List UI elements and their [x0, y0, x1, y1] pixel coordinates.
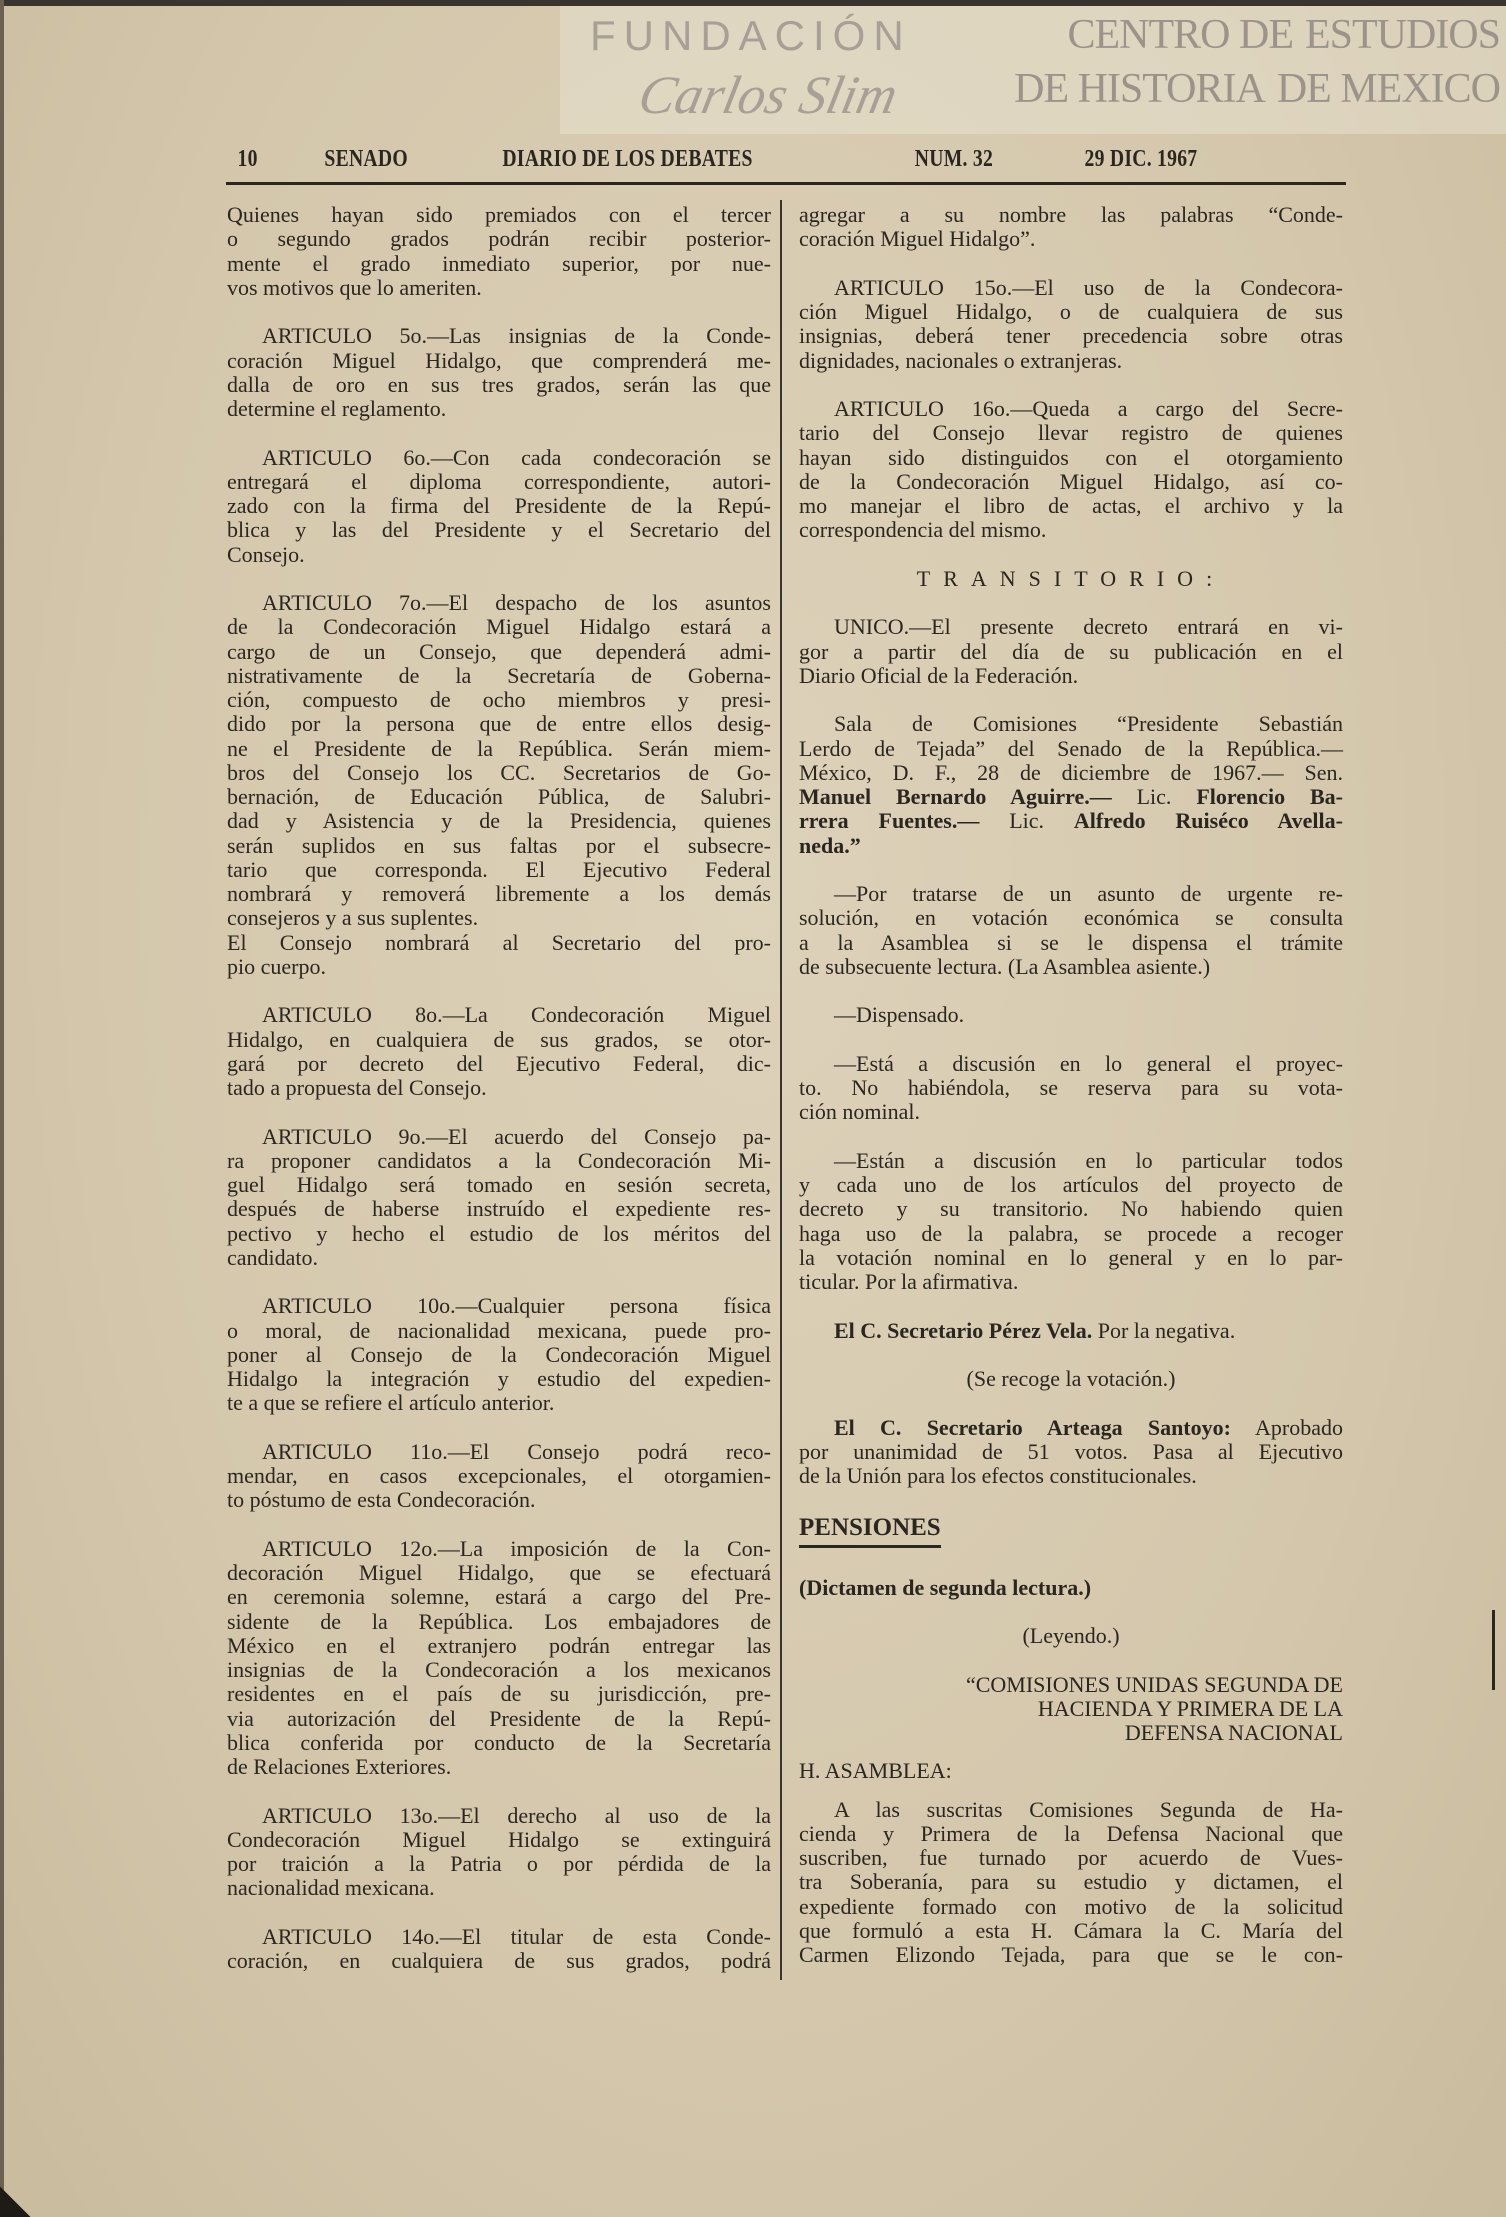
- paragraph: [227, 1925, 771, 1974]
- text-line: de subsecuente lectura. (La Asamblea asiente.): [799, 953, 1211, 979]
- text-line: (Se recoge la votación.): [966, 1366, 1176, 1391]
- text-run: Por la negativa.: [1092, 1317, 1236, 1343]
- text-line: Hidalgo, en cualquiera de sus grados, se otor-: [227, 1026, 771, 1052]
- text-line: nacionalidad mexicana.: [227, 1875, 435, 1901]
- text-line: o moral, de nacionalidad mexicana, puede pro-: [227, 1317, 771, 1343]
- text-line: agregar a su nombre las palabras “Conde-: [799, 202, 1343, 227]
- text-line: de la Unión para los efectos constitucionales.: [799, 1463, 1197, 1488]
- text-line: DEFENSA NACIONAL: [1124, 1720, 1343, 1745]
- text-line: la votación nominal en lo general y en lo par-: [799, 1244, 1343, 1270]
- text-line: dido por la persona que de entre ellos desig-: [227, 711, 771, 737]
- text-line: El Consejo nombrará al Secretario del pro-: [227, 929, 771, 955]
- text-line: cienda y Primera de la Defensa Nacional que: [799, 1820, 1343, 1846]
- watermark-line: DE HISTORIA: [1014, 66, 1265, 112]
- paragraph: [799, 1319, 1343, 1343]
- text-line: sidente de la República. Los embajadores de: [227, 1608, 771, 1634]
- text-run: Aprobado: [1230, 1414, 1343, 1440]
- text-line: poner al Consejo de la Condecoración Miguel: [227, 1341, 771, 1367]
- text-line: bros del Consejo los CC. Secretarios de Go-: [227, 759, 771, 785]
- text-line: de la Condecoración Miguel Hidalgo, así co-: [799, 468, 1343, 494]
- paragraph: [227, 931, 771, 980]
- text-line: ARTICULO 12o.—La imposición de la Con-: [262, 1535, 771, 1561]
- text-line: gará por decreto del Ejecutivo Federal, dic-: [227, 1050, 771, 1076]
- text-line: [799, 1576, 1343, 1600]
- bold-name: Florencio Ba-: [1196, 784, 1343, 809]
- paragraph: [227, 1537, 771, 1780]
- text-line: nistrativamente de la Secretaría de Goberna-: [227, 662, 771, 688]
- text-line: ARTICULO 10o.—Cualquier persona física: [262, 1293, 771, 1319]
- text-line: ticular. Por la afirmativa.: [799, 1269, 1019, 1294]
- left-column: [227, 203, 771, 1998]
- text-line: ARTICULO 9o.—El acuerdo del Consejo pa-: [262, 1123, 771, 1149]
- text-line: dalla de oro en sus tres grados, serán las que: [227, 371, 771, 397]
- text-line: coración, en cualquiera de sus grados, podrá: [227, 1948, 771, 1973]
- chamber-name: SENADO: [324, 146, 408, 172]
- paragraph: [799, 203, 1343, 252]
- text-line: TRANSITORIO:: [916, 565, 1226, 591]
- text-line: blica conferida por conducto de la Secretaría: [227, 1729, 771, 1755]
- text-line: —Está a discusión en lo general el proyec-: [834, 1050, 1343, 1076]
- text-line: Carmen Elizondo Tejada, para que se le con-: [799, 1942, 1343, 1967]
- bold-name: El C. Secretario Pérez Vela.: [834, 1317, 1093, 1343]
- paragraph: [227, 1440, 771, 1513]
- text-line: to. No habiéndola, se reserva para su vota-: [799, 1075, 1343, 1100]
- text-line: ARTICULO 8o.—La Condecoración Miguel: [262, 1002, 771, 1028]
- text-line: bernación, de Educación Pública, de Salubri-: [227, 784, 771, 809]
- binding-mark: [1492, 1610, 1499, 1690]
- text-line: mo manejar el libro de actas, el archivo y la: [799, 493, 1343, 518]
- text-line: Lerdo de Tejada” del Senado de la República.—: [799, 735, 1343, 761]
- text-line: ción nominal.: [799, 1099, 920, 1125]
- text-line: ne el Presidente de la República. Serán miem-: [227, 735, 771, 761]
- text-line: [799, 785, 1343, 809]
- text-line: Quienes hayan sido premiados con el tercer: [227, 202, 771, 227]
- paragraph: [799, 1416, 1343, 1489]
- text-line: haga uso de la palabra, se procede a recoger: [799, 1220, 1343, 1246]
- text-line: expediente formado con motivo de la solicitud: [799, 1893, 1343, 1919]
- paragraph: [799, 276, 1343, 373]
- paragraph: [227, 1294, 771, 1415]
- text-line: insignias, deberá tener precedencia sobre otras: [799, 323, 1343, 349]
- text-line: decoración Miguel Hidalgo, que se efectuará: [227, 1560, 771, 1585]
- text-line: a la Asamblea si se le dispensa el trámite: [799, 929, 1343, 955]
- paragraph: [227, 1804, 771, 1901]
- text-line: hayan sido distinguidos con el otorgamiento: [799, 444, 1343, 470]
- watermark-signature: Carlos Slim: [633, 65, 903, 125]
- text-line: Condecoración Miguel Hidalgo se extinguirá: [227, 1826, 771, 1852]
- text-line: por unanimidad de 51 votos. Pasa al Ejecutivo: [799, 1438, 1343, 1464]
- text-line: ARTICULO 6o.—Con cada condecoración se: [262, 444, 771, 470]
- text-line: o segundo grados podrán recibir posterior-: [227, 226, 771, 252]
- text-line: [799, 1416, 1343, 1440]
- text-line: por traición a la Patria o por pérdida de la: [227, 1851, 771, 1876]
- text-line: —Están a discusión en lo particular todos: [834, 1147, 1343, 1173]
- text-line: y cada uno de los artículos del proyecto de: [799, 1172, 1343, 1197]
- text-line: tado a propuesta del Consejo.: [227, 1075, 487, 1100]
- issue-date: 29 DIC. 1967: [1084, 146, 1198, 172]
- text-line: cargo de un Consejo, que dependerá admi-: [227, 638, 771, 664]
- text-line: tra Soberanía, para su estudio y dictamen, el: [799, 1869, 1343, 1895]
- text-line: en ceremonia solemne, estará a cargo del Pre-: [227, 1584, 771, 1610]
- text-line: de la Condecoración Miguel Hidalgo estará a: [227, 614, 771, 640]
- text-line: ARTICULO 16o.—Queda a cargo del Secre-: [834, 396, 1343, 421]
- text-line: entregará el diploma correspondiente, autori-: [227, 468, 771, 494]
- paragraph: [227, 203, 771, 300]
- text-line: correspondencia del mismo.: [799, 517, 1047, 543]
- text-line: HACIENDA Y PRIMERA DE LA: [1037, 1695, 1343, 1721]
- text-line: Consejo.: [227, 541, 305, 567]
- text-line: tario del Consejo llevar registro de quienes: [799, 420, 1343, 446]
- bold-name: Alfredo Ruiséco Avella-: [1073, 808, 1343, 834]
- text-line: insignias de la Condecoración a los mexicanos: [227, 1657, 771, 1682]
- text-line: consejeros y a sus suplentes.: [227, 905, 479, 931]
- text-line: ARTICULO 5o.—Las insignias de la Conde-: [262, 323, 771, 349]
- paragraph: [799, 615, 1343, 688]
- page-left-edge: [0, 0, 4, 2217]
- text-line: coración Miguel Hidalgo”.: [799, 226, 1036, 252]
- text-line: UNICO.—El presente decreto entrará en vi-: [834, 614, 1343, 640]
- text-line: dad y Asistencia y de la Presidencia, quienes: [227, 808, 771, 834]
- text-line: via autorización del Presidente de la Repú-: [227, 1705, 771, 1731]
- section-heading: [799, 1513, 1343, 1576]
- text-line: ARTICULO 13o.—El derecho al uso de la: [262, 1802, 771, 1828]
- text-line: después de haberse instruído el expediente res-: [227, 1196, 771, 1222]
- paragraph: [227, 1003, 771, 1100]
- text-line: residentes en el país de su jurisdicción, pre-: [227, 1681, 771, 1707]
- paragraph: [799, 1798, 1343, 1968]
- issue-number: NUM. 32: [914, 146, 994, 172]
- text-line: [799, 834, 1343, 858]
- right-column: [799, 203, 1343, 1992]
- watermark-line: CENTRO DE: [1067, 12, 1293, 58]
- text-line: mendar, en casos excepcionales, el otorgamien-: [227, 1463, 771, 1488]
- watermark-row: [960, 8, 1500, 62]
- text-line: Sala de Comisiones “Presidente Sebastián: [834, 711, 1343, 737]
- text-line: suscriben, fue turnado por acuerdo de Vues-: [799, 1845, 1343, 1870]
- text-line: coración Miguel Hidalgo, que comprenderá me-: [227, 347, 771, 373]
- text-line: blica y las del Presidente y el Secretario del: [227, 517, 771, 543]
- header-rule: [226, 182, 1346, 185]
- watermark-line: DE MEXICO: [1276, 66, 1500, 112]
- text-line: Hidalgo la integración y estudio del expedien-: [227, 1366, 771, 1391]
- text-line: solución, en votación económica se consulta: [799, 905, 1343, 931]
- text-line: ción, compuesto de ocho miembros y presi-: [227, 687, 771, 712]
- paragraph: [799, 397, 1343, 543]
- text-run: Lic.: [1111, 784, 1197, 809]
- text-line: te a que se refiere el artículo anterior.: [227, 1390, 555, 1416]
- text-line: ra proponer candidatos a la Condecoración Mi-: [227, 1147, 771, 1173]
- paragraph: [799, 1759, 1343, 1783]
- paragraph: [799, 567, 1343, 591]
- text-line: ción Miguel Hidalgo, o de cualquiera de sus: [799, 299, 1343, 324]
- paragraph: [799, 1576, 1343, 1600]
- text-line: “COMISIONES UNIDAS SEGUNDA DE: [965, 1671, 1343, 1697]
- paragraph: [799, 1624, 1343, 1648]
- text-line: (Leyendo.): [1022, 1623, 1120, 1648]
- watermark-foundation: FUNDACIÓN: [590, 12, 912, 59]
- text-line: pio cuerpo.: [227, 953, 326, 979]
- section-heading-text: PENSIONES: [799, 1513, 941, 1548]
- text-line: México en el extranjero podrán entregar las: [227, 1632, 771, 1658]
- text-line: guel Hidalgo será tomado en sesión secreta,: [227, 1172, 771, 1197]
- text-line: decreto y su transitorio. No habiendo quien: [799, 1196, 1343, 1222]
- paragraph: [227, 591, 771, 931]
- text-line: —Dispensado.: [834, 1002, 965, 1028]
- text-line: H. ASAMBLEA:: [799, 1758, 952, 1784]
- bold-name: Manuel Bernardo Aguirre.—: [799, 784, 1112, 809]
- paragraph: [799, 1149, 1343, 1295]
- text-line: nombrará y removerá libremente a los demás: [227, 881, 771, 906]
- text-line: que formuló a esta H. Cámara la C. María del: [799, 1917, 1343, 1943]
- bold-name: El C. Secretario Arteaga Santoyo:: [834, 1414, 1231, 1440]
- text-line: [799, 1319, 1343, 1343]
- paragraph: [799, 1052, 1343, 1125]
- paragraph: [799, 1673, 1343, 1746]
- text-line: mente el grado inmediato superior, por nue-: [227, 250, 771, 276]
- watermark-row: [960, 62, 1500, 116]
- text-line: determine el reglamento.: [227, 396, 447, 421]
- text-line: ARTICULO 11o.—El Consejo podrá reco-: [262, 1438, 771, 1464]
- text-line: de Relaciones Exteriores.: [227, 1754, 452, 1779]
- text-line: serán suplidos en sus faltas por el subsecre-: [227, 832, 771, 858]
- bold-name: rrera Fuentes.—: [799, 808, 980, 834]
- text-line: [799, 809, 1343, 833]
- watermark-institution: [960, 8, 1500, 116]
- text-line: ARTICULO 15o.—El uso de la Condecora-: [834, 274, 1343, 300]
- paragraph: [227, 324, 771, 421]
- watermark-line: ESTUDIOS: [1304, 12, 1500, 58]
- text-line: vos motivos que lo ameriten.: [227, 274, 482, 300]
- text-line: ARTICULO 14o.—El titular de esta Conde-: [262, 1923, 771, 1949]
- text-line: tario que corresponda. El Ejecutivo Federal: [227, 856, 771, 882]
- bold-name: (Dictamen de segunda lectura.): [799, 1574, 1092, 1600]
- text-line: gor a partir del día de su publicación en el: [799, 638, 1343, 664]
- column-divider: [780, 200, 782, 1980]
- text-line: México, D. F., 28 de diciembre de 1967.— Sen.: [799, 759, 1343, 785]
- text-line: Diario Oficial de la Federación.: [799, 662, 1079, 688]
- publication-title: DIARIO DE LOS DEBATES: [502, 146, 753, 172]
- scan-corner-shadow: [0, 2177, 60, 2217]
- paragraph: [799, 1367, 1343, 1391]
- bold-name: neda.”: [799, 832, 861, 858]
- text-line: dignidades, nacionales o extranjeras.: [799, 347, 1123, 373]
- paragraph: [227, 1125, 771, 1271]
- text-line: to póstumo de esta Condecoración.: [227, 1487, 536, 1513]
- page-header: [226, 140, 1198, 176]
- text-line: candidato.: [227, 1244, 319, 1270]
- page-number: 10: [237, 146, 258, 172]
- text-line: pectivo y hecho el estudio de los méritos del: [227, 1220, 771, 1246]
- paragraph: [799, 882, 1343, 979]
- text-line: zado con la firma del Presidente de la Repú-: [227, 493, 771, 518]
- text-line: A las suscritas Comisiones Segunda de Ha-: [834, 1796, 1343, 1822]
- paragraph: [227, 446, 771, 567]
- paragraph: [799, 712, 1343, 858]
- text-line: —Por tratarse de un asunto de urgente re-: [834, 881, 1343, 906]
- text-run: Lic.: [979, 808, 1074, 834]
- text-line: ARTICULO 7o.—El despacho de los asuntos: [262, 590, 771, 615]
- paragraph: [799, 1003, 1343, 1027]
